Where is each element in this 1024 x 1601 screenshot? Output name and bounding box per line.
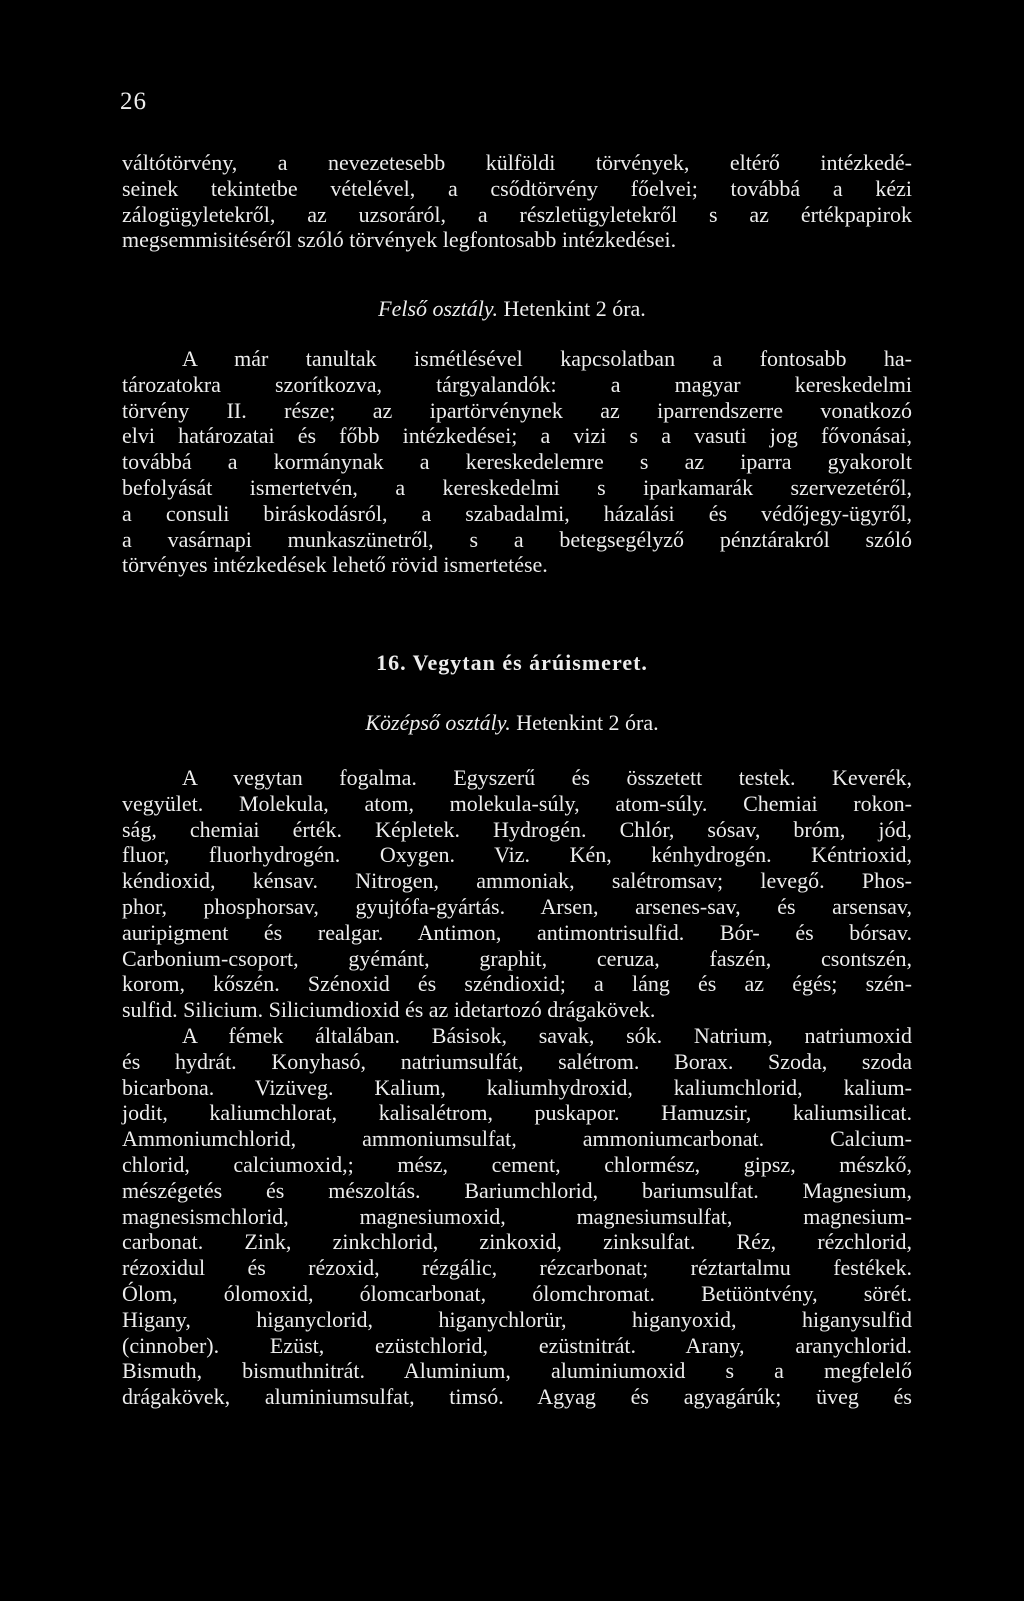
text-line: ság, chemiai érték. Képletek. Hydrogén. Chlór, sósav, bróm, jód,: [122, 816, 912, 842]
chemistry-paragraph: [122, 765, 912, 1410]
text-line: (cinnober). Ezüst, ezüstchlorid, ezüstnitrát. Arany, aranychlorid.: [122, 1332, 912, 1358]
text-line: drágakövek, aluminiumsulfat, timsó. Agyag és agyagárúk; üveg és: [122, 1384, 912, 1410]
upper-class-heading: [0, 296, 1024, 322]
text-line: törvény II. része; az ipartörvénynek az iparrendszerre vonatkozó: [122, 397, 912, 423]
text-line: és hydrát. Konyhasó, natriumsulfát, salétrom. Borax. Szoda, szoda: [122, 1048, 912, 1074]
text-line: megsemmisitéséről szóló törvények legfontosabb intézkedései.: [122, 227, 677, 253]
text-line: jodit, kaliumchlorat, kalisalétrom, puskapor. Hamuzsir, kaliumsilicat.: [122, 1100, 912, 1126]
text-line: továbbá a kormánynak a kereskedelemre s az iparra gyakorolt: [122, 449, 912, 475]
section-title: 16. Vegytan és árúismeret.: [376, 650, 648, 675]
text-line: A már tanultak ismétlésével kapcsolatban a fontosabb ha-: [182, 346, 912, 371]
class-hours: Hetenkint 2 óra.: [497, 296, 646, 321]
text-line: a vasárnapi munkaszünetről, s a betegsegélyző pénztárakról szóló: [122, 526, 912, 552]
text-line: tározatokra szorítkozva, tárgyalandók: a magyar kereskedelmi: [122, 371, 912, 397]
intro-paragraph: [122, 150, 912, 253]
text-line: Ammoniumchlorid, ammoniumsulfat, ammoniumcarbonat. Calcium-: [122, 1126, 912, 1152]
class-label: Középső osztály.: [365, 710, 511, 735]
text-line: rézoxidul és rézoxid, rézgálic, rézcarbonat; réztartalmu festékek.: [122, 1255, 912, 1281]
text-line: befolyását ismertetvén, a kereskedelmi s iparkamarák szervezetéről,: [122, 474, 912, 500]
text-line: carbonat. Zink, zinkchlorid, zinkoxid, zinksulfat. Réz, rézchlorid,: [122, 1229, 912, 1255]
text-line: mészégetés és mészoltás. Bariumchlorid, bariumsulfat. Magnesium,: [122, 1177, 912, 1203]
text-line: vegyület. Molekula, atom, molekula-súly, atom-súly. Chemiai rokon-: [122, 790, 912, 816]
text-line: sulfid. Silicium. Siliciumdioxid és az idetartozó drágakövek.: [122, 997, 656, 1023]
upper-class-paragraph: [122, 346, 912, 578]
text-line: törvényes intézkedések lehető rövid ismertetése.: [122, 552, 548, 578]
text-line: Higany, higanyclorid, higanychlorür, higanyoxid, higanysulfid: [122, 1306, 912, 1332]
middle-class-heading: [0, 710, 1024, 736]
text-line: A vegytan fogalma. Egyszerű és összetett testek. Keverék,: [182, 765, 912, 790]
text-line: a consuli biráskodásról, a szabadalmi, házalási és védőjegy-ügyről,: [122, 500, 912, 526]
class-hours: Hetenkint 2 óra.: [510, 710, 659, 735]
text-line: Bismuth, bismuthnitrát. Aluminium, aluminiumoxid s a megfelelő: [122, 1358, 912, 1384]
text-line: bicarbona. Vizüveg. Kalium, kaliumhydroxid, kaliumchlorid, kalium-: [122, 1074, 912, 1100]
text-line: magnesismchlorid, magnesiumoxid, magnesiumsulfat, magnesium-: [122, 1203, 912, 1229]
text-line: korom, kőszén. Szénoxid és széndioxid; a láng és az égés; szén-: [122, 971, 912, 997]
text-line: zálogügyletekről, az uzsoráról, a részletügyletekről s az értékpapirok: [122, 201, 912, 227]
text-line: fluor, fluorhydrogén. Oxygen. Viz. Kén, kénhydrogén. Kéntrioxid,: [122, 842, 912, 868]
text-line: kéndioxid, kénsav. Nitrogen, ammoniak, salétromsav; levegő. Phos-: [122, 868, 912, 894]
text-line: Ólom, ólomoxid, ólomcarbonat, ólomchromat. Betüöntvény, sörét.: [122, 1280, 912, 1306]
text-line: elvi határozatai és főbb intézkedései; a vizi s a vasuti jog fővonásai,: [122, 423, 912, 449]
text-line: chlorid, calciumoxid,; mész, cement, chlormész, gipsz, mészkő,: [122, 1151, 912, 1177]
text-line: váltótörvény, a nevezetesebb külföldi törvények, eltérő intézkedé-: [122, 150, 912, 175]
text-line: A fémek általában. Básisok, savak, sók. Natrium, natriumoxid: [182, 1022, 912, 1048]
text-line: seinek tekintetbe vételével, a csődtörvény főelvei; továbbá a kézi: [122, 175, 912, 201]
text-line: Carbonium-csoport, gyémánt, graphit, ceruza, faszén, csontszén,: [122, 945, 912, 971]
class-label: Felső osztály.: [378, 296, 498, 321]
text-line: phor, phosphorsav, gyujtófa-gyártás. Arsen, arsenes-sav, és arsensav,: [122, 893, 912, 919]
text-line: auripigment és realgar. Antimon, antimontrisulfid. Bór- és bórsav.: [122, 919, 912, 945]
page-number: 26: [120, 88, 147, 115]
